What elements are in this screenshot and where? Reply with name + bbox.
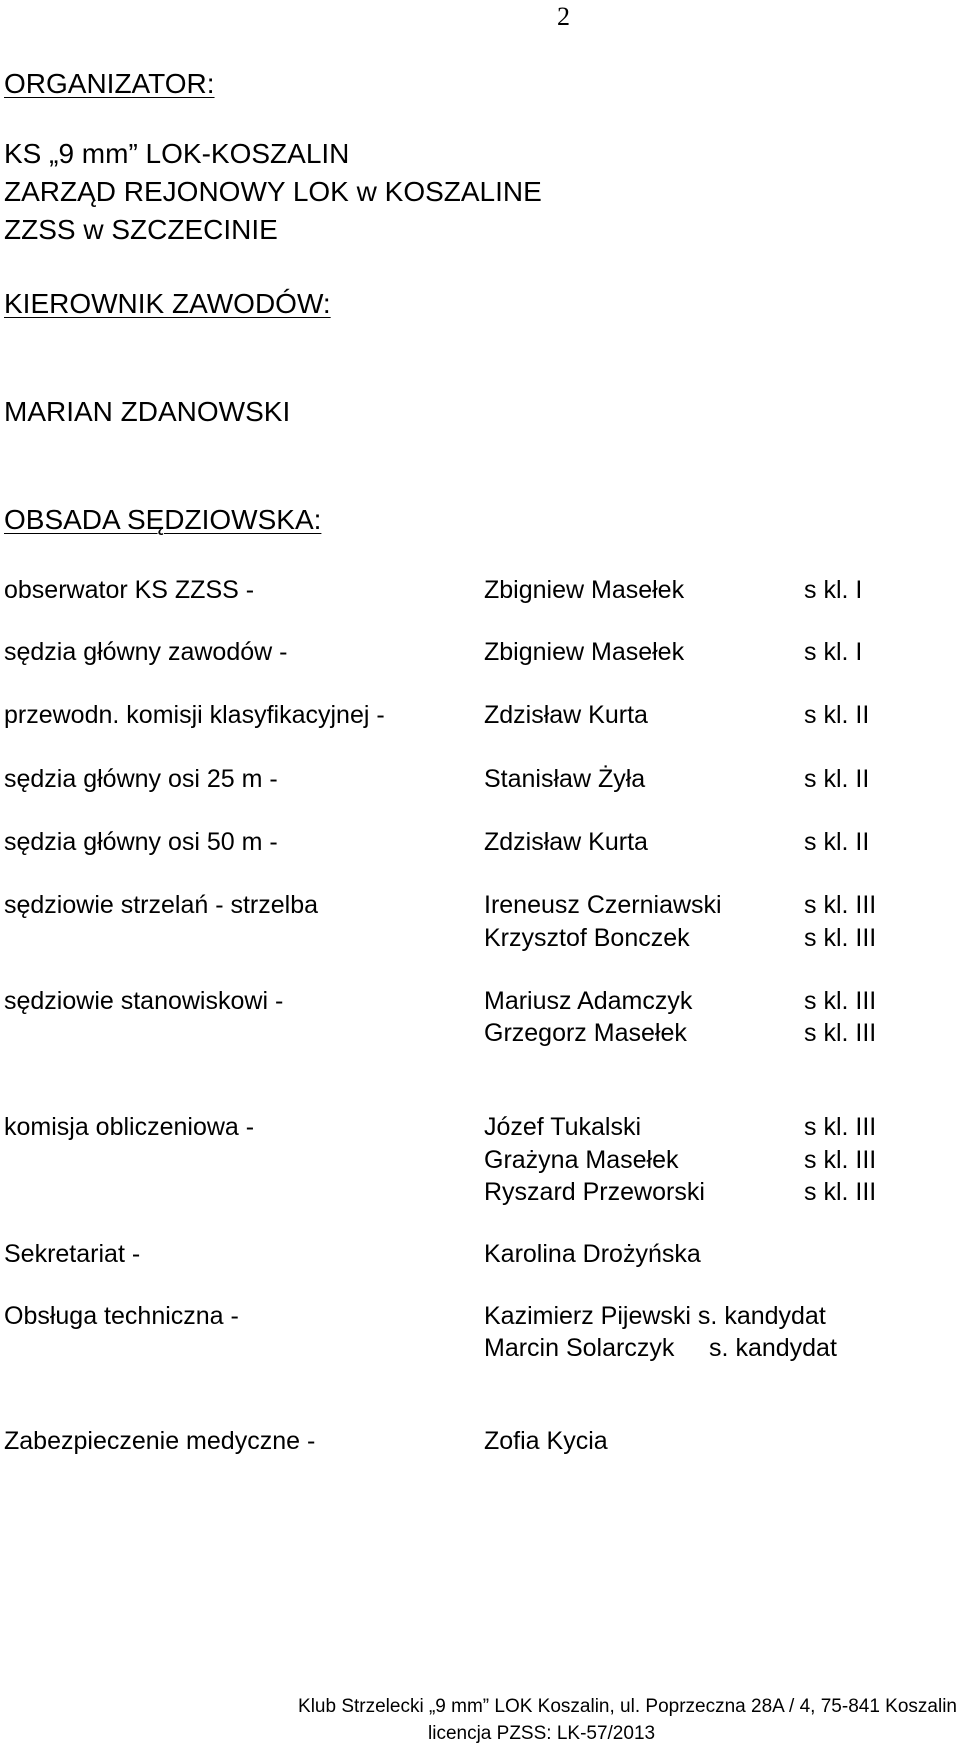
official-role: Zabezpieczenie medyczne -	[4, 1427, 316, 1455]
official-name: Józef Tukalski	[484, 1113, 642, 1141]
official-class: s kl. III	[804, 1113, 877, 1141]
official-role: sędziowie stanowiskowi -	[4, 987, 284, 1015]
official-class: s kl. III	[804, 1146, 877, 1174]
official-name: Mariusz Adamczyk	[484, 987, 693, 1015]
official-class: s kl. II	[804, 701, 870, 729]
official-name: Zbigniew Masełek	[484, 576, 685, 604]
official-class: s kl. II	[804, 765, 870, 793]
official-name: Grzegorz Masełek	[484, 1019, 687, 1047]
official-class: s kl. II	[804, 828, 870, 856]
official-class: s kl. I	[804, 638, 863, 666]
organizer-line-3: ZZSS w SZCZECINIE	[4, 214, 278, 245]
official-role: Obsługa techniczna -	[4, 1302, 239, 1330]
official-role: obserwator KS ZZSS -	[4, 576, 255, 604]
footer-address: Klub Strzelecki „9 mm” LOK Koszalin, ul. Poprzeczna 28A / 4, 75-841 Koszalin	[298, 1696, 957, 1717]
footer-license: licencja PZSS: LK-57/2013	[428, 1723, 656, 1744]
page-number: 2	[557, 2, 570, 31]
official-role: sędziowie strzelań - strzelba	[4, 891, 319, 919]
organizer-line-2: ZARZĄD REJONOWY LOK w KOSZALINE	[4, 176, 542, 207]
official-role: Sekretariat -	[4, 1240, 141, 1268]
official-class: s kl. III	[804, 891, 877, 919]
official-name: Zofia Kycia	[484, 1427, 608, 1455]
organizer-line-1: KS „9 mm” LOK-KOSZALIN	[4, 138, 350, 169]
official-name: Stanisław Żyła	[484, 765, 646, 793]
official-class: s kl. III	[804, 987, 877, 1015]
official-name: Ryszard Przeworski	[484, 1178, 705, 1206]
official-name: Zdzisław Kurta	[484, 701, 648, 729]
official-name: Kazimierz Pijewski s. kandydat	[484, 1302, 826, 1330]
official-name: Karolina Drożyńska	[484, 1240, 701, 1268]
official-role: przewodn. komisji klasyfikacyjnej -	[4, 701, 385, 729]
official-class: s kl. III	[804, 924, 877, 952]
official-name: Zdzisław Kurta	[484, 828, 648, 856]
officials-heading: OBSADA SĘDZIOWSKA:	[4, 504, 322, 535]
official-name: Zbigniew Masełek	[484, 638, 685, 666]
organizer-heading: ORGANIZATOR:	[4, 68, 215, 99]
official-role: sędzia główny osi 25 m -	[4, 765, 278, 793]
official-role: sędzia główny osi 50 m -	[4, 828, 278, 856]
official-class: s kl. III	[804, 1178, 877, 1206]
director-heading: KIEROWNIK ZAWODÓW:	[4, 288, 331, 319]
official-name: Krzysztof Bonczek	[484, 924, 690, 952]
director-name: MARIAN ZDANOWSKI	[4, 396, 291, 427]
official-name: Marcin Solarczyk s. kandydat	[484, 1334, 837, 1362]
official-name: Grażyna Masełek	[484, 1146, 679, 1174]
official-role: komisja obliczeniowa -	[4, 1113, 255, 1141]
official-class: s kl. I	[804, 576, 863, 604]
official-role: sędzia główny zawodów -	[4, 638, 288, 666]
official-name: Ireneusz Czerniawski	[484, 891, 722, 919]
official-class: s kl. III	[804, 1019, 877, 1047]
